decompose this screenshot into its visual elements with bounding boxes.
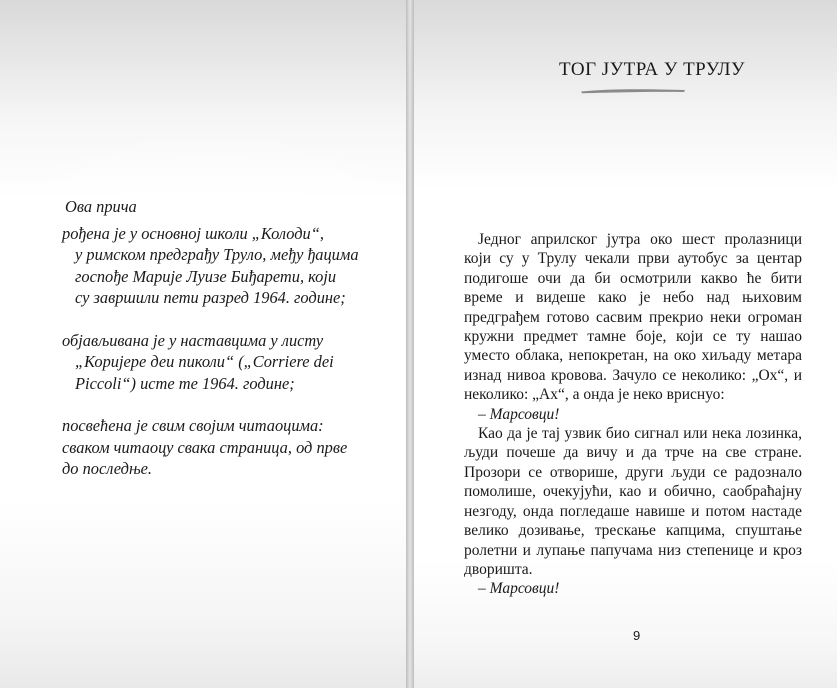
title-underline-decoration (580, 87, 686, 94)
book-gutter (406, 0, 414, 688)
dedication-block-1 (62, 223, 392, 309)
left-page (0, 0, 406, 688)
paragraph: Као да је тај узвик био сигнал или нека лозинка, људи почеше да вичу и да трче на све стране. Прозори се отворише, други људи се радознало помолише, очекујући, као и обично, саобраћајну незгоду, онда погледаше навише и потом настаде велико дозивање, трескање капцима, спуштање ролетни и лупање папучама низ степенице и кроз дворишта. (464, 425, 802, 578)
dedication-line: „Коријере деи пиколи“ („Corriere dei (75, 352, 334, 371)
dedication-line: Piccoli“) исте те 1964. године; (75, 373, 295, 393)
dedication-line: до последње. (62, 459, 153, 478)
dedication-block-3 (62, 415, 392, 480)
chapter-body (464, 230, 802, 599)
dialogue-line: – Марсовци! (478, 580, 560, 598)
dedication-intro: Ова прича (65, 197, 137, 216)
dedication-line: објављивана је у наставцима у листу (62, 330, 324, 350)
dedication-line: сваком читаоцу свака страница, од прве (62, 437, 348, 457)
dedication-line: посвећена је свим својим читаоцима: (62, 416, 324, 435)
dedication-line: су завршили пети разред 1964. године; (75, 288, 346, 307)
dialogue-line: – Марсовци! (478, 405, 560, 423)
right-page (414, 0, 837, 688)
chapter-title: ТОГ ЈУТРА У ТРУЛУ (559, 59, 745, 80)
dedication (62, 196, 392, 501)
page-number: 9 (633, 628, 641, 643)
dedication-block-2 (62, 330, 392, 395)
paragraph: Једног априлског јутра око шест пролазници који су у Трулу чекали први аутобус за центар подигоше очи да би осмотрили какво ће бити време и видеше како је небо над њиховим предграђем готово сасвим прекрио неки огроман кружни предмет тамне боје, који се ту нашао уместо облака, непокретан, на око хиљаду метара изнад нивоа кровова. Зачуло се неколико: „Ох“, и неколико: „Ах“, а онда је неко вриснуо: (464, 231, 802, 404)
dedication-line: рођена је у основној школи „Колоди“, (62, 223, 324, 243)
dedication-line: госпође Марије Луизе Биђарети, који (75, 266, 337, 286)
dedication-line: у римском предграђу Труло, међу ђацима (75, 245, 359, 264)
